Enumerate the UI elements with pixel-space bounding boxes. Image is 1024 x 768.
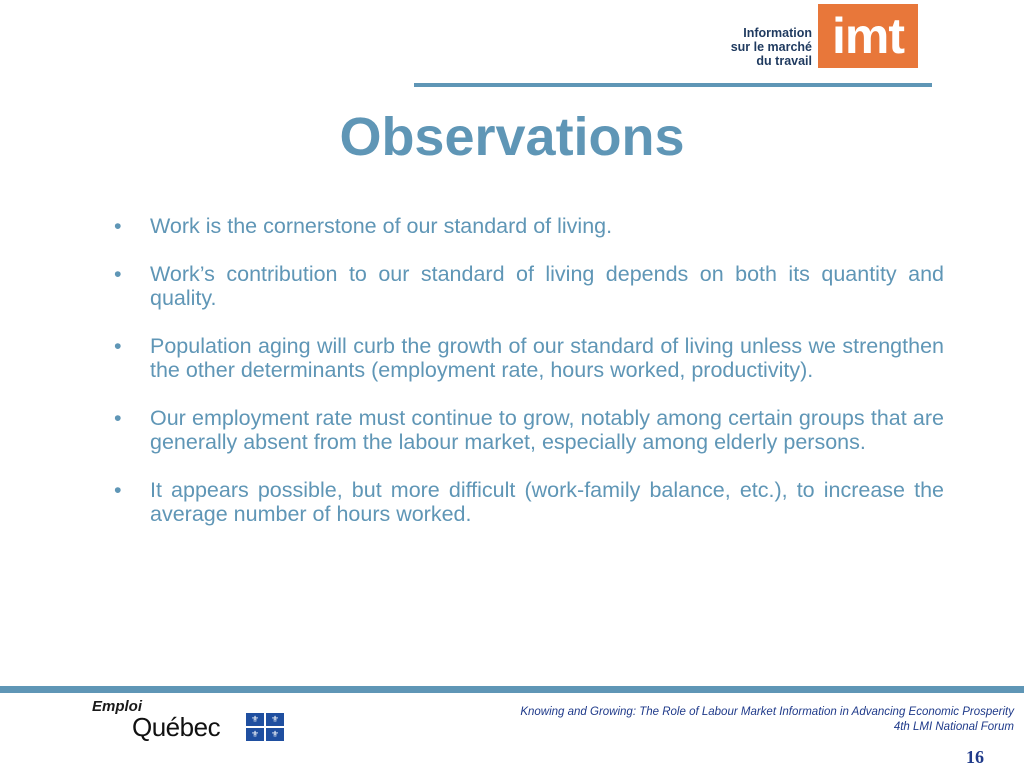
emploi-quebec-logo	[92, 698, 292, 748]
imt-logo-line-2: sur le marché	[730, 40, 812, 54]
footer-caption	[374, 705, 1014, 735]
fleur-de-lis-icon: ⚜	[246, 728, 264, 741]
bullet-marker-icon: •	[114, 477, 122, 502]
imt-logo-text	[702, 26, 812, 68]
bullet-marker-icon: •	[114, 333, 122, 358]
quebec-flag-icon	[246, 713, 284, 741]
fleur-de-lis-icon: ⚜	[246, 713, 264, 726]
bullet-item	[110, 262, 944, 311]
emploi-logo-word: Emploi	[92, 698, 143, 715]
fleur-de-lis-icon: ⚜	[266, 728, 284, 741]
fleur-de-lis-icon: ⚜	[266, 713, 284, 726]
bullet-text: Work is the cornerstone of our standard of living.	[150, 214, 613, 238]
bullet-item	[110, 406, 944, 455]
bullet-text: Work’s contribution to our standard of living depends on both its quantity and quality.	[150, 261, 944, 310]
quebec-logo-word: Québec	[132, 712, 221, 742]
header-divider	[414, 83, 932, 87]
bullet-text: Our employment rate must continue to grow, notably among certain groups that are generally absent from the labour market, especially among elderly persons.	[150, 405, 944, 454]
bullet-item	[110, 478, 944, 527]
footer-caption-line-1: Knowing and Growing: The Role of Labour Market Information in Advancing Economic Prosperity	[520, 706, 1014, 718]
bullet-item	[110, 334, 944, 383]
bullet-item	[110, 214, 944, 239]
bullet-marker-icon: •	[114, 405, 122, 430]
imt-logo	[700, 4, 922, 68]
imt-logo-line-1: Information	[743, 26, 812, 40]
bullet-marker-icon: •	[114, 214, 122, 238]
bullet-marker-icon: •	[114, 261, 122, 286]
footer-caption-line-2: 4th LMI National Forum	[893, 721, 1014, 733]
footer-divider	[0, 686, 1024, 693]
slide-title: Observations	[339, 107, 685, 167]
bullet-list	[110, 214, 944, 550]
bullet-text: Population aging will curb the growth of our standard of living unless we strengthen the other determinants (employment rate, hours worked, productivity).	[150, 333, 944, 382]
imt-logo-line-3: du travail	[756, 54, 812, 68]
imt-logo-mark: imt	[818, 4, 918, 68]
bullet-text: It appears possible, but more difficult (work-family balance, etc.), to increase the average number of hours worked.	[150, 477, 944, 526]
page-number: 16	[966, 747, 984, 767]
